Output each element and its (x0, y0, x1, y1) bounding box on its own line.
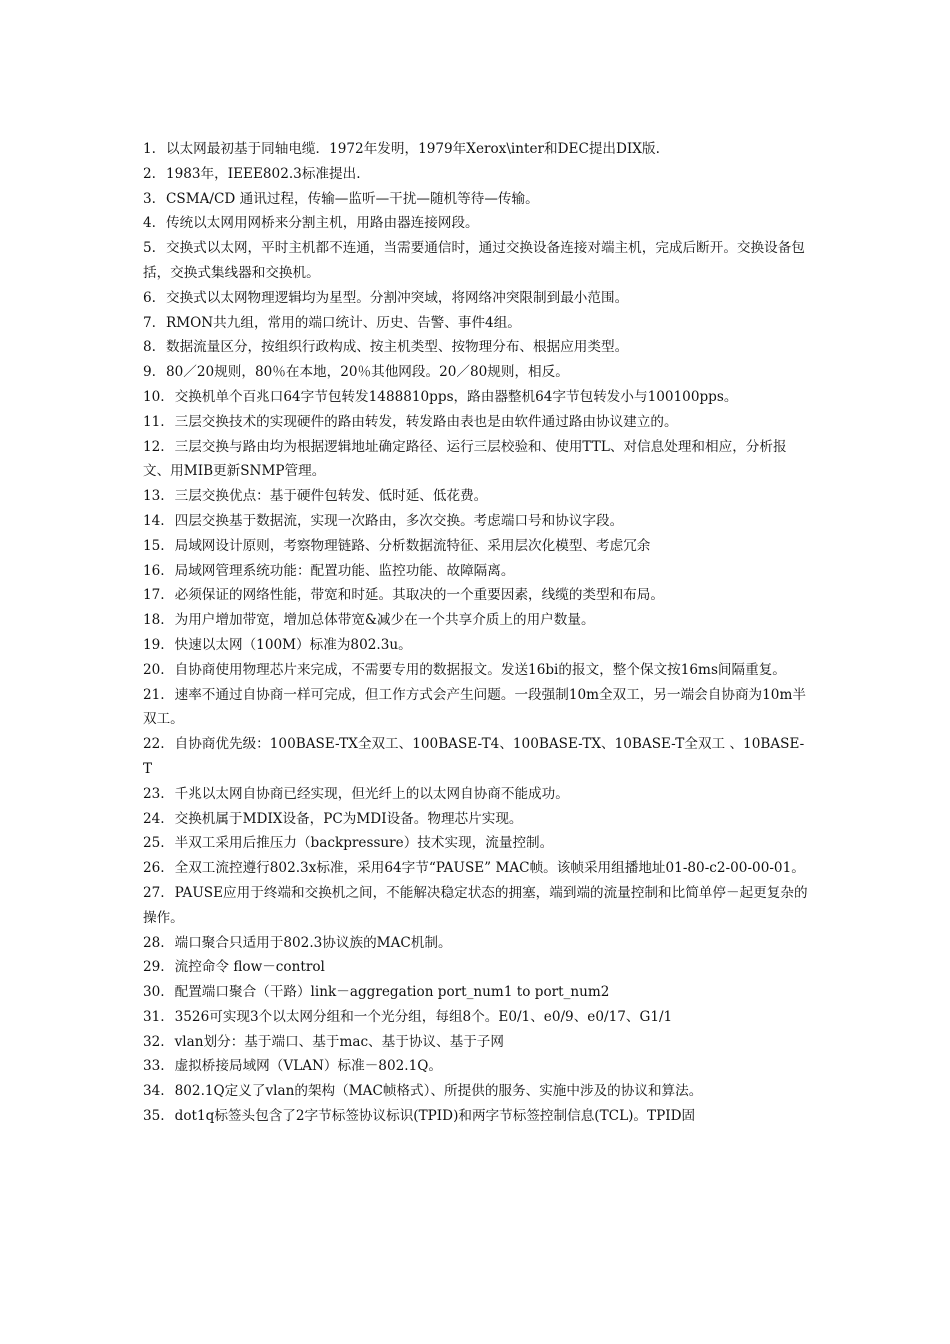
item-text: 千兆以太网自协商已经实现，但光纤上的以太网自协商不能成功。 (174, 785, 569, 802)
list-item (143, 360, 811, 385)
item-text: 配置端口聚合（干路）link－aggregation port_num1 to port_num2 (174, 984, 610, 1001)
item-text: CSMA/CD 通讯过程，传输—监听—干扰—随机等待—传输。 (165, 190, 539, 207)
item-text: 1983年，IEEE802.3标准提出. (165, 165, 361, 182)
item-number: 2. (143, 165, 156, 182)
list-item (143, 931, 811, 956)
item-text: 虚拟桥接局域网（VLAN）标准－802.1Q。 (174, 1058, 442, 1075)
list-item (143, 1104, 811, 1129)
list-item (143, 484, 811, 509)
item-number: 31. (143, 1008, 165, 1025)
item-text: 端口聚合只适用于802.3协议族的MAC机制。 (174, 934, 452, 951)
list-item (143, 807, 811, 832)
item-text: 全双工流控遵行802.3x标准，采用64字节“PAUSE” MAC帧。该帧采用组播地址01-80-c2-00-00-01。 (174, 860, 805, 877)
item-text: 自协商优先级：100BASE-TX全双工、100BASE-T4、100BASE-TX、10BASE-T全双工 、10BASE-T (143, 736, 805, 777)
list-item (143, 831, 811, 856)
list-item (143, 137, 811, 162)
list-item (143, 732, 811, 782)
list-item (143, 782, 811, 807)
item-number: 19. (143, 636, 165, 653)
item-number: 3. (143, 190, 156, 207)
item-number: 25. (143, 835, 165, 852)
item-text: 局域网管理系统功能：配置功能、监控功能、故障隔离。 (174, 562, 515, 579)
list-item (143, 583, 811, 608)
item-text: 快速以太网（100M）标准为802.3u。 (174, 636, 412, 653)
list-item (143, 980, 811, 1005)
item-number: 17. (143, 587, 165, 604)
item-text: 自协商使用物理芯片来完成，不需要专用的数据报文。发送16bi的报文，整个保文按16ms间隔重复。 (174, 661, 786, 678)
list-item (143, 608, 811, 633)
item-text: 数据流量区分，按组织行政构成、按主机类型、按物理分布、根据应用类型。 (165, 339, 629, 356)
list-item (143, 162, 811, 187)
list-item (143, 385, 811, 410)
list-item (143, 211, 811, 236)
list-item (143, 658, 811, 683)
item-number: 23. (143, 785, 165, 802)
item-number: 14. (143, 512, 165, 529)
item-text: 802.1Q定义了vlan的架构（MAC帧格式）、所提供的服务、实施中涉及的协议和算法。 (174, 1083, 703, 1100)
item-text: 交换式以太网，平时主机都不连通，当需要通信时，通过交换设备连接对端主机，完成后断开。交换设备包括，交换式集线器和交换机。 (143, 240, 805, 281)
item-number: 11. (143, 413, 165, 430)
item-text: 3526可实现3个以太网分组和一个光分组，每组8个。E0/1、e0/9、e0/17、G1/1 (174, 1008, 673, 1025)
item-number: 24. (143, 810, 165, 827)
item-number: 32. (143, 1033, 165, 1050)
list-item (143, 311, 811, 336)
item-number: 4. (143, 215, 156, 232)
item-number: 10. (143, 388, 165, 405)
item-number: 34. (143, 1083, 165, 1100)
item-number: 16. (143, 562, 165, 579)
list-item (143, 1054, 811, 1079)
item-number: 13. (143, 488, 165, 505)
list-item (143, 1079, 811, 1104)
item-number: 1. (143, 141, 156, 157)
item-number: 15. (143, 537, 165, 554)
list-item (143, 410, 811, 435)
list-item (143, 534, 811, 559)
item-number: 20. (143, 661, 165, 678)
item-number: 18. (143, 612, 165, 629)
item-text: PAUSE应用于终端和交换机之间，不能解决稳定状态的拥塞，端到端的流量控制和比简单停－起更复杂的操作。 (143, 884, 808, 926)
item-text: 交换机属于MDIX设备，PC为MDI设备。物理芯片实现。 (174, 810, 523, 827)
item-text: 交换机单个百兆口64字节包转发1488810pps，路由器整机64字节包转发小与100100pps。 (174, 388, 738, 405)
item-text: 必须保证的网络性能，带宽和时延。其取决的一个重要因素，线缆的类型和布局。 (174, 587, 664, 604)
list-item (143, 435, 811, 485)
item-number: 6. (143, 289, 156, 306)
item-text: 交换式以太网物理逻辑均为星型。分割冲突域，将网络冲突限制到最小范围。 (165, 289, 629, 306)
item-text: 半双工采用后推压力（backpressure）技术实现，流量控制。 (174, 835, 554, 852)
item-number: 35. (143, 1108, 165, 1125)
list-item (143, 881, 811, 931)
item-text: dot1q标签头包含了2字节标签协议标识(TPID)和两字节标签控制信息(TCL)。TPID固 (174, 1108, 696, 1125)
item-text: 局域网设计原则，考察物理链路、分析数据流特征、采用层次化模型、考虑冗余 (174, 537, 651, 554)
item-text: 80／20规则，80％在本地，20％其他网段。20／80规则，相反。 (165, 364, 569, 381)
item-number: 8. (143, 339, 156, 356)
item-text: 流控命令 flow－control (174, 959, 325, 976)
list-item (143, 286, 811, 311)
item-number: 5. (143, 240, 156, 257)
item-text: vlan划分：基于端口、基于mac、基于协议、基于子网 (174, 1033, 504, 1050)
document-body (143, 137, 811, 1129)
item-text: 三层交换技术的实现硬件的路由转发，转发路由表也是由软件通过路由协议建立的。 (174, 413, 678, 430)
list-item (143, 559, 811, 584)
item-number: 27. (143, 884, 165, 901)
list-item (143, 236, 811, 286)
list-item (143, 187, 811, 212)
item-number: 29. (143, 959, 165, 976)
list-item (143, 633, 811, 658)
list-item (143, 509, 811, 534)
item-text: 为用户增加带宽，增加总体带宽&减少在一个共享介质上的用户数量。 (174, 612, 595, 629)
item-number: 12. (143, 438, 165, 455)
item-number: 28. (143, 934, 165, 951)
item-text: 以太网最初基于同轴电缆．1972年发明，1979年Xerox\inter和DEC提出DIX版. (165, 141, 660, 157)
item-number: 7. (143, 314, 156, 331)
list-item (143, 955, 811, 980)
list-item (143, 856, 811, 881)
list-item (143, 683, 811, 733)
list-item (143, 1005, 811, 1030)
list-item (143, 1030, 811, 1055)
item-number: 9. (143, 364, 156, 381)
item-number: 33. (143, 1058, 165, 1075)
list-item (143, 335, 811, 360)
item-text: 三层交换优点：基于硬件包转发、低时延、低花费。 (174, 488, 488, 505)
item-number: 22. (143, 736, 165, 753)
item-text: 四层交换基于数据流，实现一次路由，多次交换。考虑端口号和协议字段。 (174, 512, 624, 529)
item-text: RMON共九组，常用的端口统计、历史、告警、事件4组。 (165, 314, 521, 331)
item-text: 速率不通过自协商一样可完成，但工作方式会产生问题。一段强制10m全双工，另一端会自协商为10m半双工。 (143, 686, 806, 728)
item-text: 传统以太网用网桥来分割主机，用路由器连接网段。 (165, 215, 479, 232)
item-text: 三层交换与路由均为根据逻辑地址确定路径、运行三层校验和、使用TTL、对信息处理和相应，分析报文、用MIB更新SNMP管理。 (143, 438, 787, 480)
item-number: 26. (143, 860, 165, 877)
item-number: 21. (143, 686, 165, 703)
item-number: 30. (143, 984, 165, 1001)
